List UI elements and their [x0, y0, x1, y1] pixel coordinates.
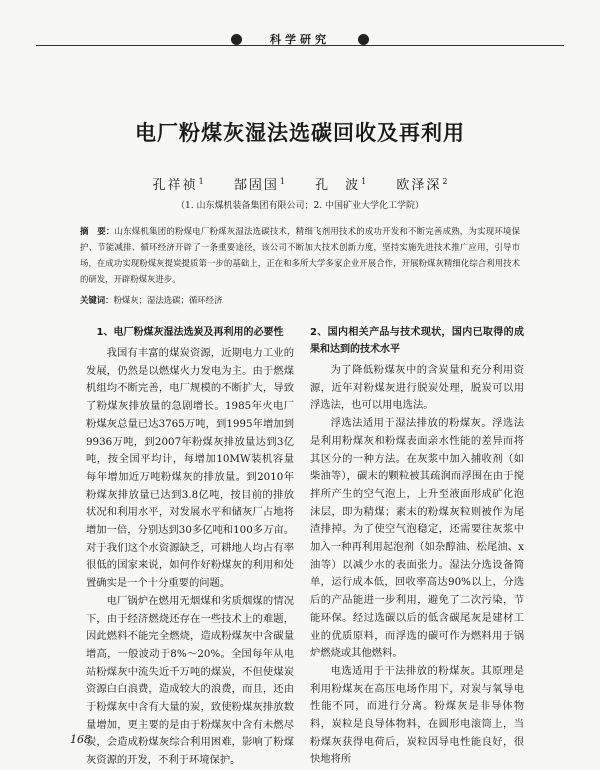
author-2: 郜固国$^1$ [233, 176, 285, 193]
paragraph: 电厂锅炉在燃用无烟煤和劣质烟煤的情况下，由于经济燃烧还存在一些技术上的难题，因此燃料不能完全燃烧，造成粉煤灰中含碳量增高，一般波动于8%～20%。全国每年从电站粉煤灰中流失近千万吨的煤炭，不但使煤炭资源白白浪费，造成较大的浪费，而且，还由于粉煤灰中含有大量的炭，致使粉煤灰排放数量增加，更主要的是由于粉煤灰中含有未燃尽炭，会造成粉煤灰综合利用困难，影响了粉煤灰资源的开发，不利于环境保护。 [86, 594, 294, 767]
right-emblem-icon [358, 34, 369, 45]
author-list [0, 174, 600, 193]
paragraph: 电选适用于干法排放的粉煤灰。其原理是利用粉煤灰在高压电场作用下，对炭与氧导电性能不同，而进行分离。粉煤灰是非导体物料，炭粒是良导体物料，在圆形电滚筒上，当粉煤灰获得电荷后，炭粒因导电性能良好，很快地将所 [310, 664, 524, 766]
keywords-text: 粉煤灰；湿法选碳；循环经济 [113, 295, 223, 305]
author-4: 欧泽深$^2$ [396, 176, 448, 193]
left-emblem-icon [231, 34, 242, 45]
article-title: 电厂粉煤灰湿法选碳回收及再利用 [135, 121, 465, 145]
page-number: 168 [70, 733, 91, 746]
paragraph: 为了降低粉煤灰中的含炭量和充分利用资源，近年对粉煤灰进行脱炭处理，脱炭可以用浮选法，也可以用电选法。 [310, 364, 524, 412]
author-1: 孔祥祯$^1$ [152, 176, 204, 193]
abstract-label: 摘 要： [80, 226, 115, 236]
section-1-heading: 1、电厂粉煤灰湿法选炭及再利用的必要性 [96, 327, 284, 338]
author-3: 孔 波$^1$ [315, 176, 367, 193]
keywords [80, 294, 222, 306]
running-header-title: 科学研究 [270, 33, 330, 46]
paragraph: 我国有丰富的煤炭资源，近期电力工业的发展，仍然是以燃煤火力发电为主。由于燃煤机组均不断完善，电厂规模的不断扩大，导致了粉煤灰排放量的急剧增长。1985年火电厂粉煤灰总量已达3765万吨，到1995年增加到9936万吨，到2007年粉煤灰排放量达到3亿吨，按全国平均计，每增加10MW装机容量每年增加近万吨粉煤灰的排放量。到2010年粉煤灰排放量已达到3.8亿吨，按目前的排放状况和利用水平，对发展水平和储灰厂占地将增加一倍，分别达到30多亿吨和100多万亩。对于我们这个水资源缺乏，可耕地人均占有率很低的国家来说，如何作好粉煤灰的利用和处置确实是一个十分重要的问题。 [86, 347, 294, 590]
section-2-heading: 2、国内相关产品与技术现状，国内已取得的成果和达到的技术水平 [310, 327, 524, 355]
abstract [80, 223, 520, 287]
keywords-label: 关键词： [80, 295, 114, 305]
abstract-text: 山东煤机集团的粉煤电厂粉煤灰湿法选碳技术，精细飞剂用技术的成功开发和不断完善成熟，为实现环境保护、节能减排、循环经济开辟了一条重要途径，该公司不断加大技术创新力度，坚持实施先进技术推广应用，引导市场，在成功实现粉煤灰提炭提质第一步的基础上，正在和多所大学多家企业开展合作，开展粉煤灰精细化综合利用技术的研发，开辟粉煤灰进步。 [80, 226, 520, 284]
paragraph: 浮选法适用于湿法排放的粉煤灰。浮选法是利用粉煤灰和粉煤表面亲水性能的差异而将其区分的一种方法。在灰浆中加入捕收剂（如柴油等），碳末的颗粒被其疏润而浮围在由于搅拌所产生的空气泡上，上升至液面形成矿化泡沫层，即为精煤；素末的粉煤灰粒则被作为尾渣排掉。为了使空气泡稳定，还需要往灰浆中加入一种再利用起泡剂（如杂醇油、松尾油、x油等）以减少水的表面张力。湿法分选设备简单，运行成本低，回收率高达90%以上，分选后的产品能进一步利用，避免了二次污染，节能环保。经过选碳以后的低含碳尾灰是建材工业的优质原料，而浮选的碳可作为燃料用于锅炉燃烧或其他燃料。 [310, 417, 524, 660]
left-column [86, 324, 294, 770]
affiliation: （1. 山东煤机装备集团有限公司；2. 中国矿业大学化工学院） [176, 201, 424, 211]
header-rule [36, 45, 564, 46]
right-column [310, 324, 524, 769]
